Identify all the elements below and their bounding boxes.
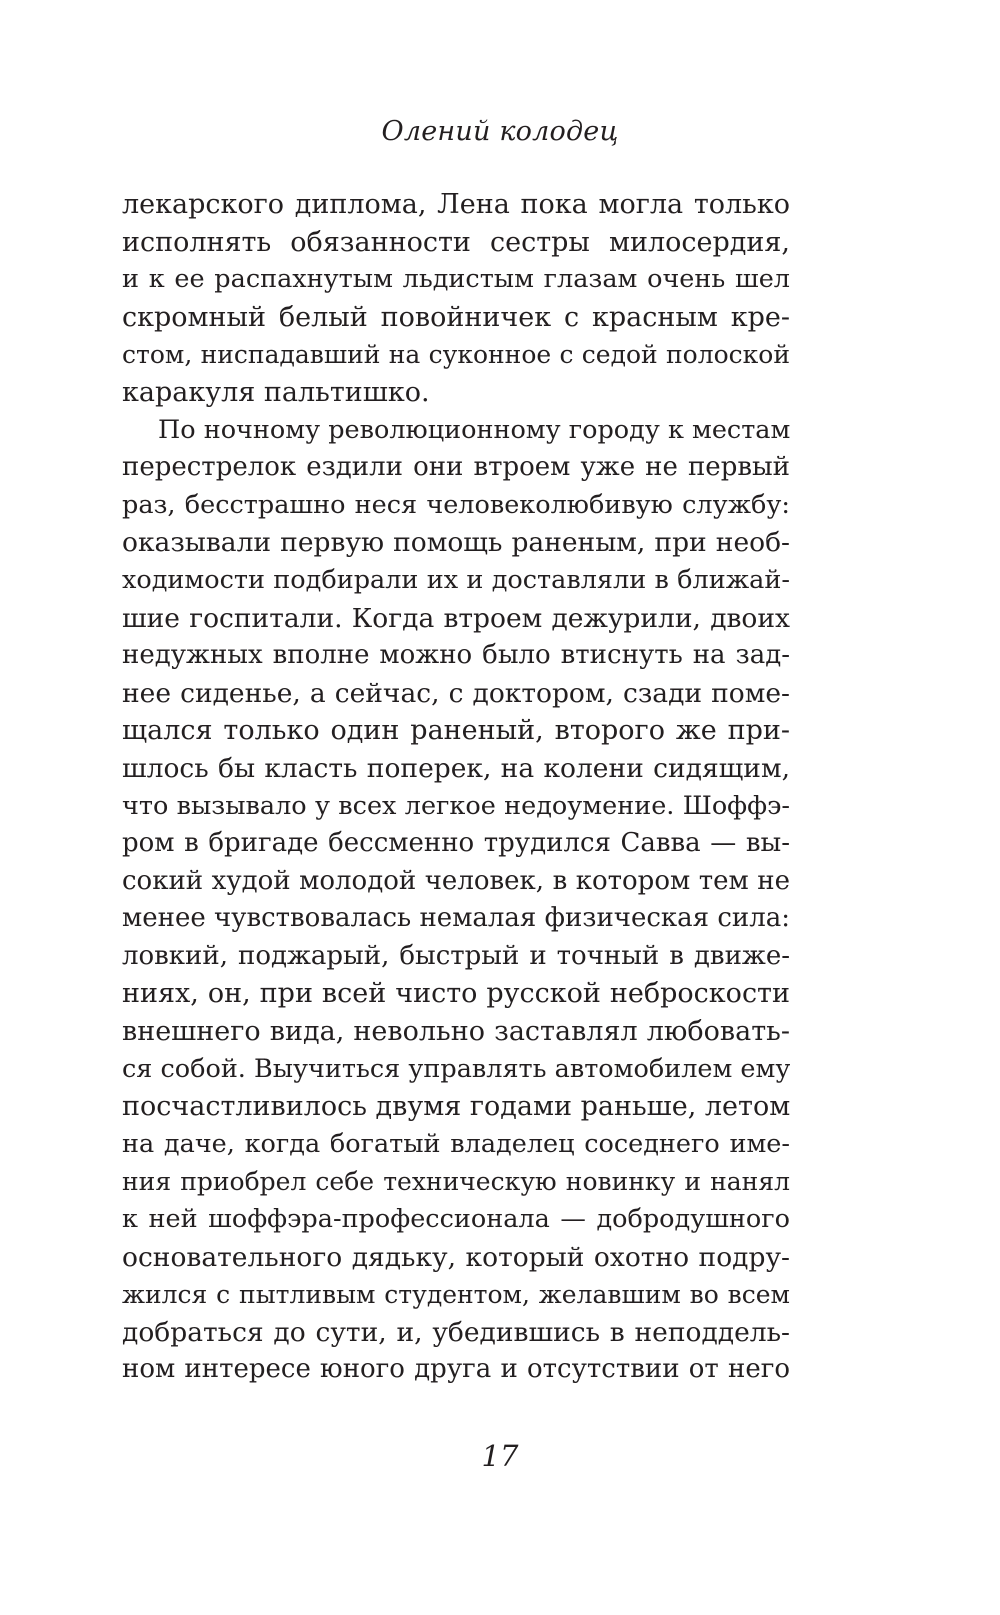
page-number: 17 — [481, 1439, 519, 1473]
text-line: ловкий, поджарый, быстрый и точный в движе- — [122, 940, 790, 971]
text-line: оказывали первую помощь раненым, при необ- — [122, 527, 790, 559]
text-line: ном интересе юного друга и отсутствии от него — [122, 1354, 790, 1385]
text-line: исполнять обязанности сестры милосердия, — [122, 226, 790, 258]
text-line: щался только один раненый, второго же при- — [122, 715, 790, 747]
text-line: шлось бы класть поперек, на колени сидящим, — [122, 752, 790, 784]
text-line: что вызывало у всех легкое недоумение. Шоффэ- — [122, 790, 790, 821]
text-line: ниях, он, при всей чисто русской неброскости — [122, 978, 790, 1010]
text-line: перестрелок ездили они втроем уже не первый — [122, 452, 790, 483]
text-line: ся собой. Выучиться управлять автомобилем ему — [122, 1053, 790, 1084]
text-line: лекарского диплома, Лена пока могла только — [122, 189, 790, 220]
text-line: шие госпитали. Когда втроем дежурили, двоих — [122, 602, 790, 634]
text-line: на даче, когда богатый владелец соседнего име- — [122, 1128, 790, 1159]
text-line: скромный белый повойничек с красным кре- — [122, 301, 790, 333]
text-line: добраться до сути, и, убедившись в неподдель- — [122, 1316, 790, 1348]
text-line: каракуля пальтишко. — [122, 376, 430, 408]
text-line: сокий худой молодой человек, в котором тем не — [122, 865, 790, 896]
text-line: жился с пытливым студентом, желавшим во всем — [122, 1280, 790, 1310]
text-line: менее чувствовалась немалая физическая сила: — [122, 903, 790, 934]
text-line: раз, бесстрашно неся человеколюбивую службу: — [122, 489, 790, 520]
running-head: Олений колодец — [381, 116, 619, 147]
text-line: и к ее распахнутым льдистым глазам очень шел — [122, 264, 790, 295]
text-line: посчастливилось двумя годами раньше, летом — [122, 1091, 790, 1123]
text-line: внешнего вида, невольно заставлял любовать- — [122, 1016, 790, 1048]
text-line: ходимости подбирали их и доставляли в ближай- — [122, 564, 790, 595]
text-line: стом, ниспадавший на суконное с седой полоской — [122, 340, 790, 370]
body-text — [122, 186, 790, 1389]
text-line: По ночному революционному городу к местам — [158, 414, 790, 445]
text-line: к ней шоффэра-профессионала — добродушного — [122, 1204, 790, 1235]
text-line: нее сиденье, а сейчас, с доктором, сзади поме- — [122, 677, 790, 709]
text-line: ния приобрел себе техническую новинку и нанял — [122, 1167, 790, 1197]
text-line: основательного дядьку, который охотно подру- — [122, 1241, 790, 1273]
text-line: недужных вполне можно было втиснуть на зад- — [122, 640, 790, 671]
text-line: ром в бригаде бессменно трудился Савва — вы- — [122, 828, 790, 859]
